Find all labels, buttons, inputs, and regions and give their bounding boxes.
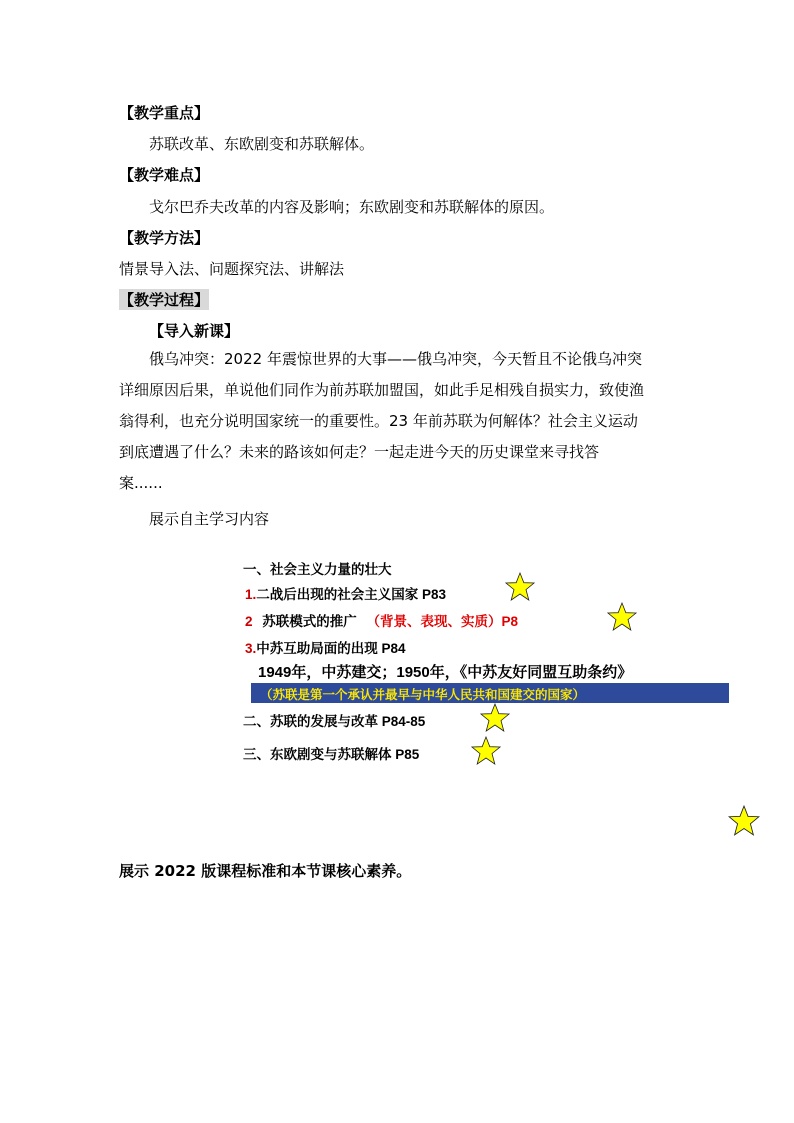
intro-paragraph: [119, 344, 679, 499]
slide-note-bar: [251, 683, 729, 703]
slide-detail-line: 1949年，中苏建交；1950年，《中苏友好同盟互助条约》: [258, 664, 633, 681]
intro-line-1: 俄乌冲突：2022 年震惊世界的大事——俄乌冲突，今天暂且不论俄乌冲突: [149, 350, 642, 368]
star-icon: [471, 736, 501, 766]
key-points-text: 苏联改革、东欧剧变和苏联解体。: [149, 135, 375, 153]
heading-intro: 【导入新课】: [149, 322, 240, 340]
slide-sub-1-num: 1.: [245, 587, 257, 602]
slide-sub-2-text: 苏联模式的推广: [262, 614, 357, 629]
intro-line-3: 翁得利，也充分说明国家统一的重要性。23 年前苏联为何解体？社会主义运动: [119, 412, 638, 430]
slide-item-2: 二、苏联的发展与改革 P84-85: [243, 714, 426, 729]
difficult-points-text: 戈尔巴乔夫改革的内容及影响；东欧剧变和苏联解体的原因。: [149, 198, 555, 216]
slide-item-3: 三、东欧剧变与苏联解体 P85: [243, 747, 420, 762]
intro-line-4: 到底遭遇了什么？未来的路该如何走？一起走进今天的历史课堂来寻找答: [119, 443, 600, 461]
slide-item-1: 一、社会主义力量的壮大: [243, 562, 392, 577]
slide-note-text: （苏联是第一个承认并最早与中华人民共和国建交的国家）: [260, 687, 586, 702]
star-icon: [505, 572, 535, 602]
intro-line-2: 详细原因后果，单说他们同作为前苏联加盟国，如此手足相残自损实力，致使渔: [119, 381, 645, 399]
slide-sub-3-num: 3.: [245, 641, 257, 656]
show-content-text: 展示自主学习内容: [149, 510, 270, 528]
slide-sub-2-num: 2: [245, 614, 253, 629]
heading-process: 【教学过程】: [119, 291, 210, 309]
slide-sub-3-text: 中苏互助局面的出现 P84: [256, 641, 406, 656]
slide-sub-2-red: （背景、表现、实质）P8: [366, 614, 519, 629]
heading-difficult-points: 【教学难点】: [119, 166, 210, 184]
star-icon: [480, 703, 510, 733]
slide-sub-1: [245, 583, 446, 603]
star-icon: [607, 602, 637, 632]
heading-methods: 【教学方法】: [119, 229, 210, 247]
slide-sub-2: [245, 610, 518, 630]
slide-sub-1-text: 二战后出现的社会主义国家 P83: [256, 587, 447, 602]
intro-line-5: 案......: [119, 474, 163, 492]
slide-sub-3: [245, 637, 406, 657]
star-icon: [728, 805, 760, 837]
methods-text: 情景导入法、问题探究法、讲解法: [119, 260, 345, 278]
curriculum-standard-text: 展示 2022 版课程标准和本节课核心素养。: [119, 862, 412, 880]
heading-key-points: 【教学重点】: [119, 104, 210, 122]
